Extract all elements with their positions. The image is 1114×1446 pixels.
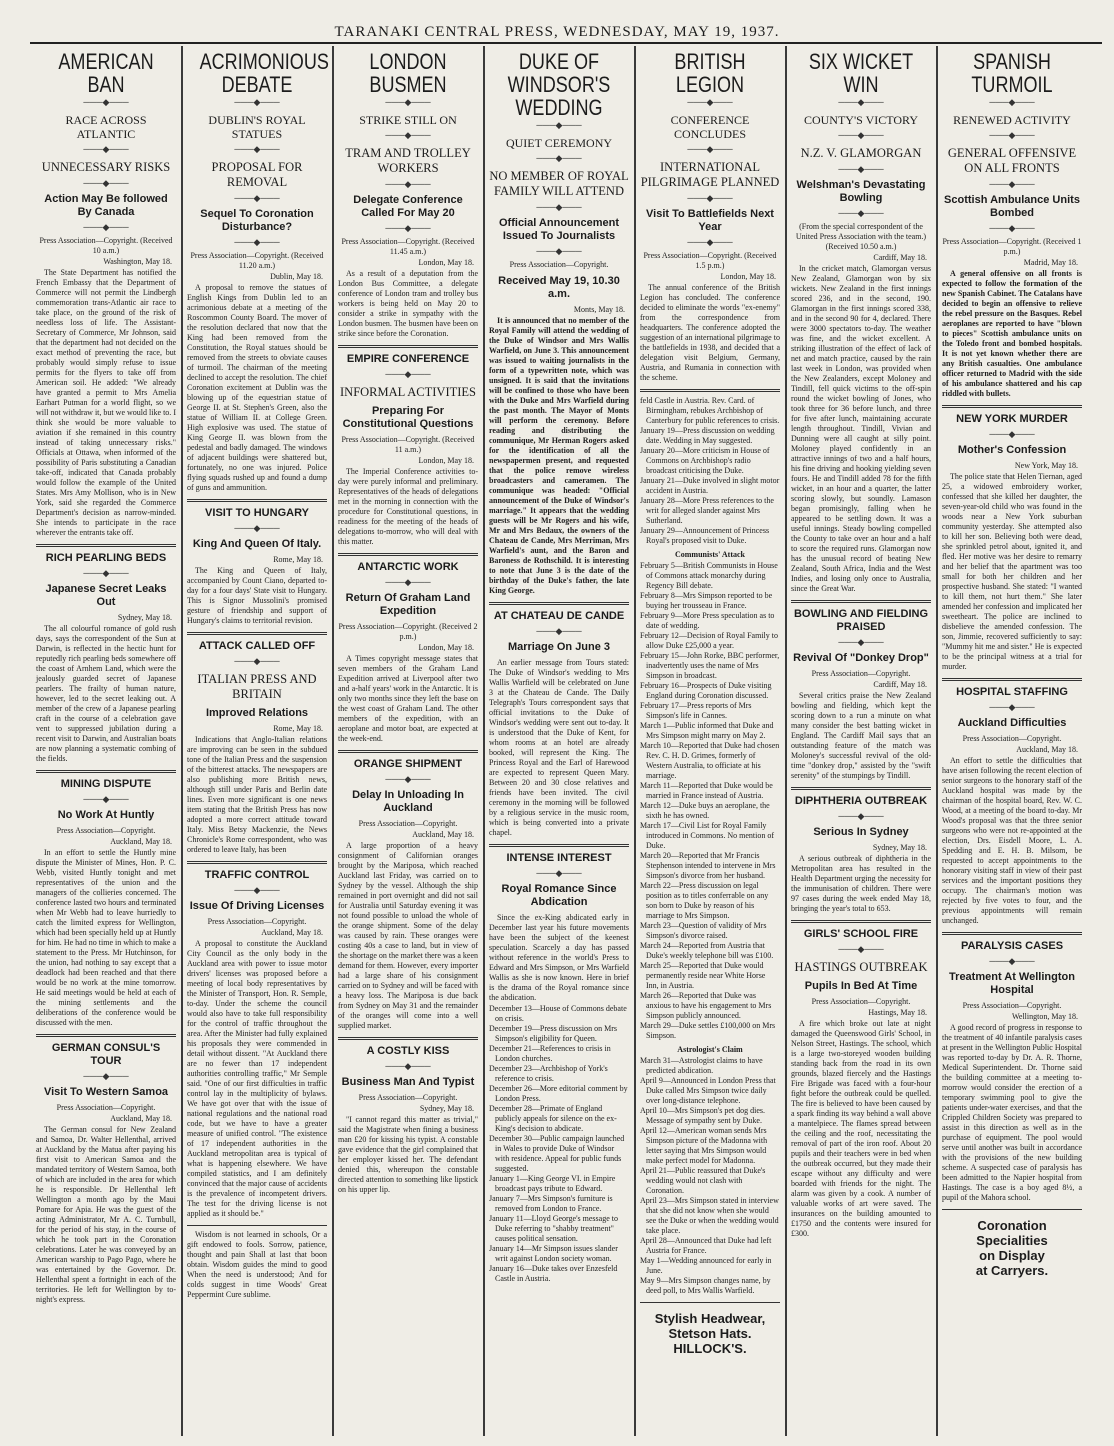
list-item: April 28—Announced that Duke had left Austria for France.: [640, 1236, 772, 1255]
section-rule: [791, 600, 931, 603]
dateline: Auckland, May 18.: [412, 830, 474, 839]
ornament-rule: [791, 131, 931, 140]
column-3: [334, 46, 482, 1436]
list-item: April 10—Mrs Simpson's pet dog dies. Message of sympathy sent by Duke.: [640, 1106, 765, 1125]
ornament-rule: [338, 180, 478, 189]
ornament-rule: [489, 869, 629, 878]
article-body: The German consul for New Zealand and Samoa, Dr. Walter Hellenthal, arrived at Auckland by the Matua after paying his first visit to American Samoa and the mandated territory of Western Samoa, both of which are included in the area for which he is responsible. Dr Hellenthal left Wellington a month ago by the Maui Pomare for Apia. He was the guest of the acting Administrator, Mr A. C. Turnbull, for the period of his stay, in the course of which he took part in the Coronation celebrations. Later he was conveyed by an American warship to Pago Pago, where he was entertained by the Governor. Dr. Hellenthal spent a fortnight in each of the territories. He left for Wellington by to-night's express.: [36, 1125, 176, 1304]
received-time: Received May 19, 10.30 a.m.: [498, 275, 620, 300]
article-body: A large proportion of a heavy consignment of Californian oranges brought by the Mariposa, which reached Auckland last Friday, was carried on to Sydney by the vessel. Although the ship remained in port overnight and did not sail for Australia until Saturday evening it was not found possible to unload the whole of the orange shipment. Some of the delay was caused by rain. These oranges were costing 40s a case to land, but in view of the shortage on the market there was a keen demand for them. However, every importer had a large share of his consignment carried on to Sydney and will be faced with a heavy loss. The Mariposa is due back from Sydney on May 31 and the remainder of the oranges will come into a well supplied market.: [338, 841, 478, 1030]
article-body: The State Department has notified the French Embassy that the Department of Commerce will not permit the Lindbergh commemoration trans-Atlantic air race to take place, on the ground of the risk of needless loss of life. The Assistant-Secretary of Commerce, Mr Johnson, said that the department had not decided on the exact method of preventing the race, but probably would simply refuse to issue permits for the flyers to take off from American soil. He added: "We already have granted a permit to Mrs Amelia Earhart Putman for a world flight, so we will not withdraw it, but we would like to. I think she would be more valuable to aviation if she remained in this country instead of taking unnecessary risks." Officials at Ottawa, when informed of the possibility of Paris substituting a Canadian take-off, indicated that Canada probably would follow the example of the United States. Mrs Amy Mollison, who is in New York, said she regarded the Commerce Department's decision as narrow-minded. She intends to participate in the race wherever the entrants take off.: [36, 268, 176, 537]
headline: DIPHTHERIA OUTBREAK: [794, 795, 928, 807]
headline: A COSTLY KISS: [366, 1045, 450, 1057]
article-body: The all colourful romance of gold rush days, says the correspondent of the Sun at Darwin, is reflected in the hectic hunt for reputedly rich pearling beds somewhere off the coast of Arnhem Land, which were the jealously guarded secret of Japanese pearlers. The frailty of human nature, however, led to the secret leaking out. A member of the crew of a Japanese pearling craft in the course of a celebration gave vent to suppressed jubilation during a recent visit to Darwin, and Australian boats are now planning a systematic combing of the fields.: [36, 624, 176, 763]
list-item: January 16—Duke takes over Enzesfeld Castle in Austria.: [489, 1264, 618, 1283]
list-item: January 20—More criticism in House of Commons on Archbishop's radio broadcast criticising the Duke.: [640, 446, 770, 475]
headline: GERMAN CONSUL'S TOUR: [51, 1042, 161, 1067]
subheadline: INTERNATIONAL PILGRIMAGE PLANNED: [640, 160, 780, 189]
byline: Press Association—Copyright. (Received 11.45 a.m.): [341, 237, 475, 256]
ornament-rule: [187, 145, 327, 154]
list-item: March 12—Duke buys an aeroplane, the sixth he has owned.: [640, 801, 770, 820]
section-rule: [942, 678, 1082, 681]
article-body: In an effort to settle the Huntly mine dispute the Minister of Mines, Hon. P. C. Webb, visited Huntly tonight and met representatives of the union and the managers of the collieries concerned. The conference lasted two hours and terminated when Mr Webb had to leave hurriedly to catch the limited express for Wellington, which had been specially held up at Huntly for him. He had no time in which to make a statement to the Press. Mr Hutchinson, for the union, had nothing to say except that a deadlock had been reached and that there would be no work at the mine tomorrow. He said meetings would be held at each of the mining settlements and the deliberations of the conference would be discussed with the men.: [36, 848, 176, 1027]
list-item: March 31—Astrologist claims to have predicted abdication.: [640, 1056, 763, 1075]
byline: Press Association—Copyright.: [811, 997, 911, 1006]
ornament-rule: [942, 957, 1082, 966]
ornament-rule: [36, 223, 176, 232]
list-item: December 26—More editorial comment by London Press.: [489, 1084, 628, 1103]
dateline: Auckland, May 18.: [261, 928, 323, 937]
list-item: December 21—References to crisis in London churches.: [489, 1044, 611, 1063]
headline: ORANGE SHIPMENT: [353, 758, 463, 770]
byline: Press Association—Copyright. (Received 1 p.m.): [942, 237, 1082, 256]
article-body: A proposal to remove the statues of English Kings from Dublin led to an acrimonious debate at a meeting of the Roscommon County Board. The mover of the resolution declared that now that the King had been removed from the Constitution, the Royal statues should be removed from the streets to obviate causes of turmoil. The chairman of the meeting declined to accept the resolution. The chief Coronation excitement at Dublin was the blowing up of the equestrian statue of George II. at St. Stephen's Green, also the statue of William II. at College Green. High explosive was used. The statue of King George II. was blown from the pedestal and badly damaged. The windows of adjacent buildings were shattered but, fortunately, no one was injured. Police flying squads rushed up and found a dump of guns and ammunition.: [187, 283, 327, 492]
column-5: [636, 46, 784, 1436]
byline: Press Association—Copyright.: [811, 669, 911, 678]
byline: Press Association—Copyright.: [207, 917, 307, 926]
headline: TRAFFIC CONTROL: [204, 869, 310, 881]
list-item: February 16—Prospects of Duke visiting England during Coronation discussed.: [640, 681, 772, 700]
headline: NEW YORK MURDER: [956, 413, 1068, 425]
article-body: Several critics praise the New Zealand bowling and fielding, which kept the scoring down to a run a minute on what many consider the best batting wicket in England. The Cardiff Mail says that an outstanding feature of the match was Moloney's successful revival of the old-time "donkey drop," assisted by the "swift serenity" of the stumpings by Tindill.: [791, 691, 931, 780]
headline: INTENSE INTEREST: [506, 852, 612, 864]
ornament-rule: [942, 703, 1082, 712]
deck: King And Queen Of Italy.: [192, 538, 322, 550]
section-rule: [338, 345, 478, 348]
section-rule: [187, 632, 327, 635]
list-item: December 13—House of Commons debate on crisis.: [489, 1004, 627, 1023]
deck: Royal Romance Since Abdication: [501, 883, 617, 908]
ad-line: on Display: [979, 1248, 1045, 1263]
dateline: Auckland, May 18.: [110, 1114, 172, 1123]
dateline: Auckland, May 18.: [1016, 745, 1078, 754]
list-item: January 11—Lloyd George's message to Duke referring to "shabby treatment" causes political sensation.: [489, 1214, 618, 1243]
list-subhead: Astrologist's Claim: [677, 1045, 743, 1054]
headline: DUKE OF WINDSOR'S WEDDING: [507, 49, 611, 120]
deck: Visit To Battlefields Next Year: [646, 208, 774, 233]
dateline: Hastings, May 18.: [868, 1008, 927, 1017]
dateline: London, May 18.: [418, 456, 474, 465]
headline: MINING DISPUTE: [60, 778, 152, 790]
article-body: A Times copyright message states that seven members of the Graham Land Expedition arrived at Liverpool after two and a-half years' work in the Antarctic. It is only two months since they left the base on the west coast of Graham Land. The other members of the expedition, with an aeroplane and motor boat, are expected at the week-end.: [338, 654, 478, 743]
article-body: A serious outbreak of diphtheria in the Metropolitan area has resulted in the Health Department urging the necessity for the immunisation of children. There were 97 cases during the week ended May 18, bringing the year's total to 653.: [791, 854, 931, 913]
section-rule: [942, 932, 1082, 935]
section-rule: [36, 544, 176, 547]
byline: Press Association—Copyright.: [358, 1093, 458, 1102]
section-rule: [338, 553, 478, 556]
list-item: March 23—Question of validity of Mrs Simpson's divorce raised.: [640, 921, 767, 940]
deck: Serious In Sydney: [813, 826, 909, 838]
byline: Press Association—Copyright.: [962, 734, 1062, 743]
subheadline: PROPOSAL FOR REMOVAL: [211, 160, 303, 189]
article-body: "I cannot regard this matter as trivial," said the Magistrate when fining a business man £20 for kissing his typist. A constable gave evidence that the girl complained that her employer kissed her. The defendant denied this, whereupon the constable directed attention to something like lipstick on his upper lip.: [338, 1115, 478, 1194]
dateline: Monts, May 18.: [573, 305, 625, 314]
headline: AT CHATEAU DE CANDE: [493, 610, 625, 622]
ornament-rule: [338, 131, 478, 140]
subheadline: N.Z. V. GLAMORGAN: [800, 146, 922, 160]
byline: Press Association—Copyright. (Received 2 p.m.): [338, 622, 478, 641]
list-item: April 12—American woman sends Mrs Simpson picture of the Madonna with letter saying that Mrs Simpson would make perfect model for Madonna.: [640, 1126, 768, 1165]
list-item: March 25—Reported that Duke would permanently reside near White Horse Inn, in Austria.: [640, 961, 766, 990]
ornament-rule: [791, 945, 931, 954]
subheadline: CONFERENCE CONCLUDES: [670, 113, 750, 141]
list-subhead: Communists' Attack: [674, 550, 745, 559]
list-item: March 29—Duke settles £100,000 on Mrs Simpson.: [640, 1021, 776, 1040]
ornament-rule: [791, 165, 931, 174]
headline: SPANISH TURMOIL: [971, 49, 1053, 97]
dateline: New York, May 18.: [1014, 461, 1078, 470]
ornament-rule: [640, 194, 780, 203]
headline: GIRLS' SCHOOL FIRE: [803, 928, 919, 940]
headline: AMERICAN BAN: [58, 49, 154, 97]
list-item: December 19—Press discussion on Mrs Simpson's eligibility for Queen.: [489, 1024, 617, 1043]
ornament-rule: [489, 121, 629, 130]
list-item: May 1—Wedding announced for early in June.: [640, 1256, 772, 1275]
headline: ATTACK CALLED OFF: [198, 640, 316, 652]
dateline: Sydney, May 18.: [872, 843, 927, 852]
dateline: Washington, May 18.: [103, 257, 172, 266]
ornament-rule: [489, 154, 629, 163]
article-body: The Imperial Conference activities to-day were purely informal and preliminary. Representatives of the heads of delegations met in the morning in connection with the procedure for Constitutional questions, in readiness for the meeting of the heads of delegations to-morrow, who will deal with this matter.: [338, 467, 478, 546]
list-item: April 23—Mrs Simpson stated in interview that she did not know when she would see the Duke or when the wedding would take place.: [640, 1196, 779, 1235]
section-rule: [187, 499, 327, 502]
section-rule: [338, 750, 478, 753]
section-rule: [942, 1209, 1082, 1210]
ornament-rule: [187, 238, 327, 247]
column-2: [183, 46, 331, 1436]
ornament-rule: [187, 194, 327, 203]
deck: Delay In Unloading In Auckland: [352, 789, 464, 814]
deck: Mother's Confession: [957, 444, 1067, 456]
list-item: March 22—Press discussion on legal position as to titles conferrable on any son born to Duke by reason of his marriage to Mrs Simpson.: [640, 881, 769, 920]
ornament-rule: [942, 180, 1082, 189]
list-item: December 23—Archbishop of York's reference to crisis.: [489, 1064, 608, 1083]
ornament-rule: [489, 203, 629, 212]
list-item: March 11—Reported that Duke would be married in France instead of Austria.: [640, 781, 773, 800]
ad-line: Stetson Hats.: [668, 1326, 752, 1341]
deck: Sequel To Coronation Disturbance?: [200, 208, 314, 233]
advert-verse: Wisdom is not learned in schools, Or a gift endowed to fools. Sorrow, patience, thought and pain Shall at last that boon obtain. Wisdom guides the mind to good When the need is understood; And for colds suggest in time Woods' Great Peppermint Cure sublime.: [187, 1230, 327, 1299]
ornament-rule: [338, 578, 478, 587]
chronology-list: [640, 561, 780, 1041]
section-rule: [489, 844, 629, 847]
ornament-rule: [791, 812, 931, 821]
ornament-rule: [942, 98, 1082, 107]
deck: No Work At Huntly: [57, 809, 155, 821]
dateline: Rome, May 18.: [273, 724, 323, 733]
ornament-rule: [187, 886, 327, 895]
dateline: London, May 18.: [418, 258, 474, 267]
ornament-rule: [187, 98, 327, 107]
byline: Press Association—Copyright.: [56, 826, 156, 835]
ad-line: Stylish Headwear,: [654, 1311, 766, 1326]
article-body: An effort to settle the difficulties that have arisen following the recent election of senior surgeons to the honorary staff of the Auckland hospital was made by the chairman of the hospital board, Rev. W. C. Wood, at a meeting of the board to-day. Mr Wood's proposal was that the three senior surgeons who were not re-appointed at the election, Drs. Eisdell Moore, L. A. Spedding and E. H. B. Milsom, be requested to accept appointments to the honorary visiting staff in view of their past services and the important positions they occupy. The chairman's motion was rejected by five votes to four, and the previous appointments will remain unchanged.: [942, 756, 1082, 925]
article-body: A proposal to constitute the Auckland City Council as the only body in the Auckland area with power to issue motor drivers' licenses was proposed before a meeting of local body representatives by the Minister of Transport, Hon. R. Semple, to-day. Under the scheme the council would also have to take full responsibility for the control of traffic throughout the area. After the Minister had fully explained his proposals they were commended in detail without dissent. "At Auckland there are no fewer than 17 independent authorities controlling traffic," Mr Semple said. "One of our first difficulties in traffic control lay in the multiplicity of bylaws. We have got over that with the issue of national regulations and the national road code, but we have to have a greater measure of unified control. "The existence of 17 independent authorities in the Auckland metropolitan area is typical of what is happening elsewhere. We have compiled statistics, and I am definitely convinced that the major cause of accidents is the prevalence of incompetent drivers. The test for the driving license is not applied as it should be.": [187, 939, 327, 1218]
deck: Improved Relations: [205, 707, 309, 719]
section-rule: [187, 861, 327, 864]
deck: Treatment At Wellington Hospital: [949, 971, 1075, 996]
deck: Return Of Graham Land Expedition: [345, 592, 471, 617]
byline: Press Association—Copyright. (Received 1.5 p.m.): [643, 251, 777, 270]
ornament-rule: [36, 98, 176, 107]
subheadline: TRAM AND TROLLEY WORKERS: [345, 146, 471, 175]
byline: Press Association—Copyright.: [509, 260, 609, 269]
list-item: February 12—Decision of Royal Family to allow Duke £25,000 a year.: [640, 631, 778, 650]
subheadline: RENEWED ACTIVITY: [953, 113, 1071, 127]
ornament-rule: [36, 1072, 176, 1081]
ornament-rule: [36, 795, 176, 804]
ornament-rule: [942, 131, 1082, 140]
dateline: London, May 18.: [720, 272, 776, 281]
deck: Revival Of "Donkey Drop": [793, 652, 929, 664]
list-item: March 20—Reported that Mr Francis Stephenson intended to intervene in Mrs Simpson's divorce from her husband.: [640, 851, 776, 880]
list-item: March 26—Reported that Duke was anxious to have his engagement to Mrs Simpson publicly announced.: [640, 991, 772, 1020]
ornament-rule: [338, 370, 478, 379]
list-item: February 9—More Press speculation as to date of wedding.: [640, 611, 775, 630]
deck: Business Man And Typist: [341, 1076, 475, 1088]
dateline: Auckland, May 18.: [110, 837, 172, 846]
headline: ANTARCTIC WORK: [357, 561, 459, 573]
article-body: The police state that Helen Tiernan, aged 25, a widowed embroidery worker, confessed that she killed her daughter, the seven-year-old child who was found in the woods near a New York suburban community yesterday. She attempted also to kill her son. Believing both were dead, she sprinkled petrol about, ignited it, and fled. Her motive was her desire to remarry and her belief that the apartment was too small for both her children and her prospective husband. She stated: "I wanted to kill them, not hurt them." She later amended her confession and implicated her sweetheart. The police are inclined to disbelieve the amended confession. The son, Jimmie, recovered sufficiently to say: "Mummy hit me and sister." He is expected to be the principal witness at a trial for murder.: [942, 472, 1082, 671]
deck: Welshman's Devastating Bowling: [796, 179, 926, 204]
headline: LONDON BUSMEN: [369, 49, 447, 97]
ornament-rule: [36, 179, 176, 188]
section-rule: [338, 1037, 478, 1040]
headline: EMPIRE CONFERENCE: [346, 353, 470, 365]
dateline: Cardiff, May 18.: [873, 253, 927, 262]
list-item: February 17—Press reports of Mrs Simpson's life in Cannes.: [640, 701, 752, 720]
subheadline: DUBLIN'S ROYAL STATUES: [208, 113, 306, 141]
article-body: As a result of a deputation from the London Bus Committee, a delegate conference of London tram and trolley bus workers is being held on May 20 to consider a strike in sympathy with the London busmen. The busmen have been on strike since before the Coronation.: [338, 269, 478, 338]
ornament-rule: [36, 145, 176, 154]
list-item: February 5—British Communists in House of Commons attack monarchy during Regency Bill debate.: [640, 561, 778, 590]
headline: RICH PEARLING BEDS: [45, 552, 167, 564]
section-rule: [640, 389, 780, 392]
byline: Press Association—Copyright.: [962, 1001, 1062, 1010]
list-item: April 9—Announced in London Press that Duke called Mrs Simpson twice daily over long-distance telephone.: [640, 1076, 776, 1105]
list-item: February 15—John Rorke, BBC performer, inadvertently uses the name of Mrs Simpson in broadcast.: [640, 651, 780, 680]
list-item: January 29—Announcement of Princess Royal's proposed visit to Duke.: [640, 526, 770, 545]
dateline: Cardiff, May 18.: [873, 680, 927, 689]
ornament-rule: [942, 430, 1082, 439]
ornament-rule: [36, 569, 176, 578]
ornament-rule: [942, 224, 1082, 233]
section-rule: [942, 405, 1082, 408]
subheadline: COUNTY'S VICTORY: [803, 113, 919, 127]
ornament-rule: [338, 775, 478, 784]
subheadline: NO MEMBER OF ROYAL FAMILY WILL ATTEND: [489, 169, 629, 198]
column-6: [787, 46, 935, 1436]
article-body: A fire which broke out late at night damaged the Queenswood Girls' School, in Nelson Street, Hastings. The school, which is a large two-storeyed wooden building standing back from the road in its own grounds, blazed fiercely and the Hastings Fire Brigade was faced with a four-hour fight before the outbreak could be quelled. The fire is believed to have been caused by a spark finding its way behind a wall above a mantelpiece. The flames spread between the ceiling and the roof, necessitating the removal of part of the iron roof. About 20 pupils and their teachers were in bed when the outbreak occurred, but they made their escape without any difficulty and were boarded with friends for the night. The alarm was given by a cook. A number of valuable works of art were saved. The insurances on the building amounted to £1750 and the contents were insured for £300.: [791, 1019, 931, 1238]
subheadline: RACE ACROSS ATLANTIC: [65, 113, 147, 141]
list-item: March 10—Reported that Duke had chosen Rev. C. H. D. Grimes, formerly of Western Australia, to officiate at his marriage.: [640, 741, 780, 780]
article-body: An earlier message from Tours stated: The Duke of Windsor's wedding to Mrs Wallis Warfield will be celebrated on June 3 at the Chateau de Cande. The Daily Telegraph's Tours correspondent says that official invitations to the Duke of Windsor's wedding were sent out to-day. It is understood that the Duke of Kent, for whom rooms at an hotel are already booked, will represent the King. The Princess Royal and the Earl of Harewood are expected to represent Queen Mary. Between 20 and 30 close relatives and friends have been invited. The civil ceremony in the morning will be followed by a religious service in the music room, which is being converted into a private chapel.: [489, 658, 629, 837]
chronology-list: [489, 1004, 629, 1284]
section-rule: [187, 1225, 327, 1226]
list-item: January 19—Press discussion on wedding date. Wedding in May suggested.: [640, 426, 775, 445]
ornament-rule: [489, 247, 629, 256]
subheadline: INFORMAL ACTIVITIES: [340, 385, 476, 399]
article-body: Since the ex-King abdicated early in December last year his future movements have been the subject of the keenest speculation. Scarcely a day has passed without reference in the world's Press to Edward and Mrs Simpson, or Mrs Warfield Wallis as she is now known. Here in brief is the drama of the Royal romance since the abdication.: [489, 913, 629, 1002]
deck: Auckland Difficulties: [957, 717, 1067, 729]
article-body: In the cricket match, Glamorgan versus New Zealand, Glamorgan won by six wickets. New Zealand in the first innings scored 236, and in the second, 190. Glamorgan in the first innings scored 338, and in the second 90 for 4, declared. There were 3000 spectators to-day. The weather was fine, and the wicket excellent. A striking illustration of the effect of lack of net and match practice, caused by the rain last week in London, was provided when the New Zealanders, except Moloney and Tindill, fell quick victims to the off-spin round the wicket bowling of Jones, who took three for 36 before lunch, and three for five after lunch, maintaining accurate length throughout. Tindill, Vivian and Dunning were all caught at silly point. Moloney played confidently in an attractive innings of two and a half hours, his fine driving and hooking yielding seven fours. He and Tindill added 78 for the fifth wicket, in an hour and a quarter, the latter scoring slowly, but soundly. Lamason began promisingly, falling when he appeared to be settling down. It was a useful innings. Steady bowling compelled the County to take over an hour and a half to score the required runs. Glamorgan now has the unusual record of beating New Zealand, South Africa, India and the West Indies, and losing only once to Australia, since the Great War.: [791, 264, 931, 593]
ornament-rule: [489, 627, 629, 636]
subheadline: HASTINGS OUTBREAK: [794, 960, 928, 974]
ad-line: HILLOCK'S.: [673, 1341, 747, 1356]
article-body: A good record of progress in response to the treatment of 40 infantile paralysis cases at present in the Wellington Public Hospital was reported to-day by Dr. A. R. Thorne, Medical Superintendent. Dr. Thorne said the building committee at a meeting to-morrow would consider the erection of a temporary swimming pool to give the patients under-water exercises, and that the Crippled Children Society was prepared to assist in this direction as well as in the purchase of equipment. The pool would serve until another was built in accordance with the provisions of the new building scheme. A suspected case of paralysis has been admitted to the Napier hospital from Hastings. The case is a boy aged 8½, a pupil of the Mahora school.: [942, 1023, 1082, 1202]
deck: Delegate Conference Called For May 20: [353, 194, 463, 219]
dateline: Wellington, May 18.: [1011, 1012, 1078, 1021]
byline: Press Association—Copyright.: [358, 819, 458, 828]
headline: HOSPITAL STAFFING: [956, 686, 1068, 698]
headline: VISIT TO HUNGARY: [205, 507, 309, 519]
byline: Press Association—Copyright.: [56, 1103, 156, 1112]
ornament-rule: [338, 224, 478, 233]
deck: Pupils In Bed At Time: [804, 980, 918, 992]
byline: (From the special correspondent of the United Press Association with the team.) (Received 10.50 a.m.): [795, 222, 927, 251]
list-item: feld Castle in Austria. Rev. Card. of Birmingham, rebukes Archbishop of Canterbury for public references to crisis.: [640, 396, 780, 425]
list-item: March 1—Public informed that Duke and Mrs Simpson might marry on May 2.: [640, 721, 774, 740]
column-1: [32, 46, 180, 1436]
list-item: January 7—Mrs Simpson's furniture is removed from London to France.: [489, 1194, 613, 1213]
headline: BOWLING AND FIELDING PRAISED: [793, 608, 929, 633]
deck: Japanese Secret Leaks Out: [45, 583, 167, 608]
list-item: December 30—Public campaign launched in Wales to provide Duke of Windsor with residence. Appeal for public funds suggested.: [489, 1134, 625, 1173]
ornament-rule: [791, 209, 931, 218]
subheadline: ITALIAN PRESS AND BRITAIN: [197, 672, 317, 701]
deck: Marriage On June 3: [507, 641, 611, 653]
ornament-rule: [640, 238, 780, 247]
dateline: Sydney, May 18.: [117, 613, 172, 622]
section-rule: [791, 787, 931, 790]
ad-line: at Carryers.: [975, 1263, 1049, 1278]
deck: Official Announcement Issued To Journalists: [499, 217, 619, 242]
article-body: A general offensive on all fronts is expected to follow the formation of the new Spanish Cabinet. The Catalans have decided to begin an offensive to relieve the rebel pressure on the Basques. Rebel aeroplanes are reported to have "blown to pieces" Scottish ambulance units on the Toledo front and bombed hospitals. It is not yet known whether there are any British casualties. One ambulance officer returned to Madrid with the side of his ambulance shattered and his cap riddled with bullets.: [942, 269, 1082, 398]
list-item: January 21—Duke involved in slight motor accident in Austria.: [640, 476, 780, 495]
section-rule: [36, 770, 176, 773]
ornament-rule: [187, 657, 327, 666]
deck: Action May Be followed By Canada: [44, 193, 168, 218]
headline: PARALYSIS CASES: [960, 940, 1064, 952]
list-item: January 14—Mr Simpson issues slander writ against London society woman.: [489, 1244, 618, 1263]
ornament-rule: [640, 98, 780, 107]
dateline: Dublin, May 18.: [270, 272, 323, 281]
ornament-rule: [338, 1062, 478, 1071]
article-body: The annual conference of the British Legion has concluded. The conference decided to eliminate the words "ex-enemy" from the correspondence from headquarters. The conference adopted the suggestion of an international pilgrimage to the battlefields in 1938, and decided that a delegation visit Belgium, Germany, Austria, and Rumania in connection with the scheme.: [640, 283, 780, 382]
article-body: The King and Queen of Italy, accompanied by Count Ciano, departed to-day for a four days' State visit to Hungary. This is Signor Mussolini's promised gesture of friendship and support of Hungary's claims to territorial revision.: [187, 566, 327, 625]
dateline: Rome, May 18.: [273, 555, 323, 564]
byline: Press Association—Copyright. (Received 11 a.m.): [341, 435, 475, 454]
list-item: April 21—Public reassured that Duke's wedding would not clash with Coronation.: [640, 1166, 766, 1195]
list-item: March 24—Reported from Austria that Duke's weekly telephone bill was £100.: [640, 941, 774, 960]
masthead: [0, 0, 1114, 46]
ornament-rule: [791, 638, 931, 647]
column-7: [938, 46, 1086, 1436]
deck: Issue Of Driving Licenses: [189, 900, 325, 912]
byline: Press Association—Copyright. (Received 11.20 a.m.): [190, 251, 324, 270]
ad-line: Coronation Specialities: [976, 1218, 1048, 1248]
section-rule: [36, 1034, 176, 1037]
deck: Scottish Ambulance Units Bombed: [944, 194, 1080, 219]
section-rule: [640, 1302, 780, 1303]
masthead-rule: [30, 42, 1102, 44]
list-item: January 1—King George VI. in Empire broadcast pays tribute to Edward.: [489, 1174, 616, 1193]
byline: Press Association—Copyright. (Received 10 a.m.): [39, 236, 173, 255]
list-item: March 17—Civil List for Royal Family introduced in Commons. No mention of Duke.: [640, 821, 774, 850]
dateline: Sydney, May 18.: [419, 1104, 474, 1113]
chronology-list: [640, 1056, 780, 1296]
section-rule: [489, 602, 629, 605]
subheadline: GENERAL OFFENSIVE ON ALL FRONTS: [947, 146, 1077, 175]
subheadline: STRIKE STILL ON: [359, 113, 457, 127]
subheadline: UNNECESSARY RISKS: [41, 160, 171, 174]
article-body: Indications that Anglo-Italian relations are improving can be seen in the subdued tone of the Italian Press and the suspension of the bitterest attacks. The newspapers are also publishing more British news, although still under Paris and Berlin date lines. Even more significant is one news item stating that the British Press has now adopted a more correct attitude toward Italy. Miss Betsy Mackenzie, the News Chronicle's Rome correspondent, who was ordered to leave Italy, has been: [187, 735, 327, 854]
chronology-list: [640, 396, 780, 546]
list-item: May 9—Mrs Simpson changes name, by deed poll, to Mrs Wallis Warfield.: [640, 1276, 771, 1295]
section-rule: [791, 920, 931, 923]
headline: SIX WICKET WIN: [808, 49, 914, 97]
advertisement: [942, 1218, 1082, 1278]
subheadline: QUIET CEREMONY: [505, 136, 613, 150]
list-item: December 28—Primate of England publicly appeals for silence on the ex-King's decision to abdicate.: [489, 1104, 617, 1133]
dateline: Madrid, May 18.: [1023, 258, 1078, 267]
deck: Preparing For Constitutional Questions: [342, 405, 474, 430]
ornament-rule: [640, 145, 780, 154]
deck: Visit To Western Samoa: [43, 1086, 169, 1098]
newspaper-columns: [32, 46, 1102, 1436]
article-body: It is announced that no member of the Royal Family will attend the wedding of the Duke of Windsor and Mrs Wallis Warfield, on June 3. This announcement was issued to waiting journalists in the form of a typewritten note, which was unsigned. It is said that the invitations will be confined to those who have been with the Duke and Mrs Warfield during the past month. The Mayor of Monts will perform the ceremony. Before reading and distributing the communique, Mr Herman Rogers asked for the identification of all the newspapermen present, and requested that the police remove wireless broadcasters and cameramen. The communique was headed: "Official announcement of the Duke of Windsor's marriage." It appears that the wedding guests will be Mr Rogers and his wife, Mr and Mrs Bedaux, the owners of the Chateau de Cande, Mrs Merriman, Mrs Warfield's aunt, and the Baron and Baroness de Rothschild. It is interesting to note that June 3 is the date of the birthday of the Duke's father, the late King George.: [489, 316, 629, 595]
dateline: London, May 18.: [418, 643, 474, 652]
ornament-rule: [338, 98, 478, 107]
list-item: January 28—More Press references to the writ for alleged slander against Mrs Sutherland.: [640, 496, 774, 525]
ornament-rule: [791, 98, 931, 107]
headline: BRITISH LEGION: [674, 49, 746, 97]
headline: ACRIMONIOUS DEBATE: [199, 49, 329, 97]
column-4: [485, 46, 633, 1436]
list-item: February 8—Mrs Simpson reported to be buying her trousseau in France.: [640, 591, 773, 610]
ornament-rule: [187, 524, 327, 533]
advertisement: [640, 1311, 780, 1356]
masthead-dateline: TARANAKI CENTRAL PRESS, WEDNESDAY, MAY 19, 1937.: [334, 24, 780, 40]
